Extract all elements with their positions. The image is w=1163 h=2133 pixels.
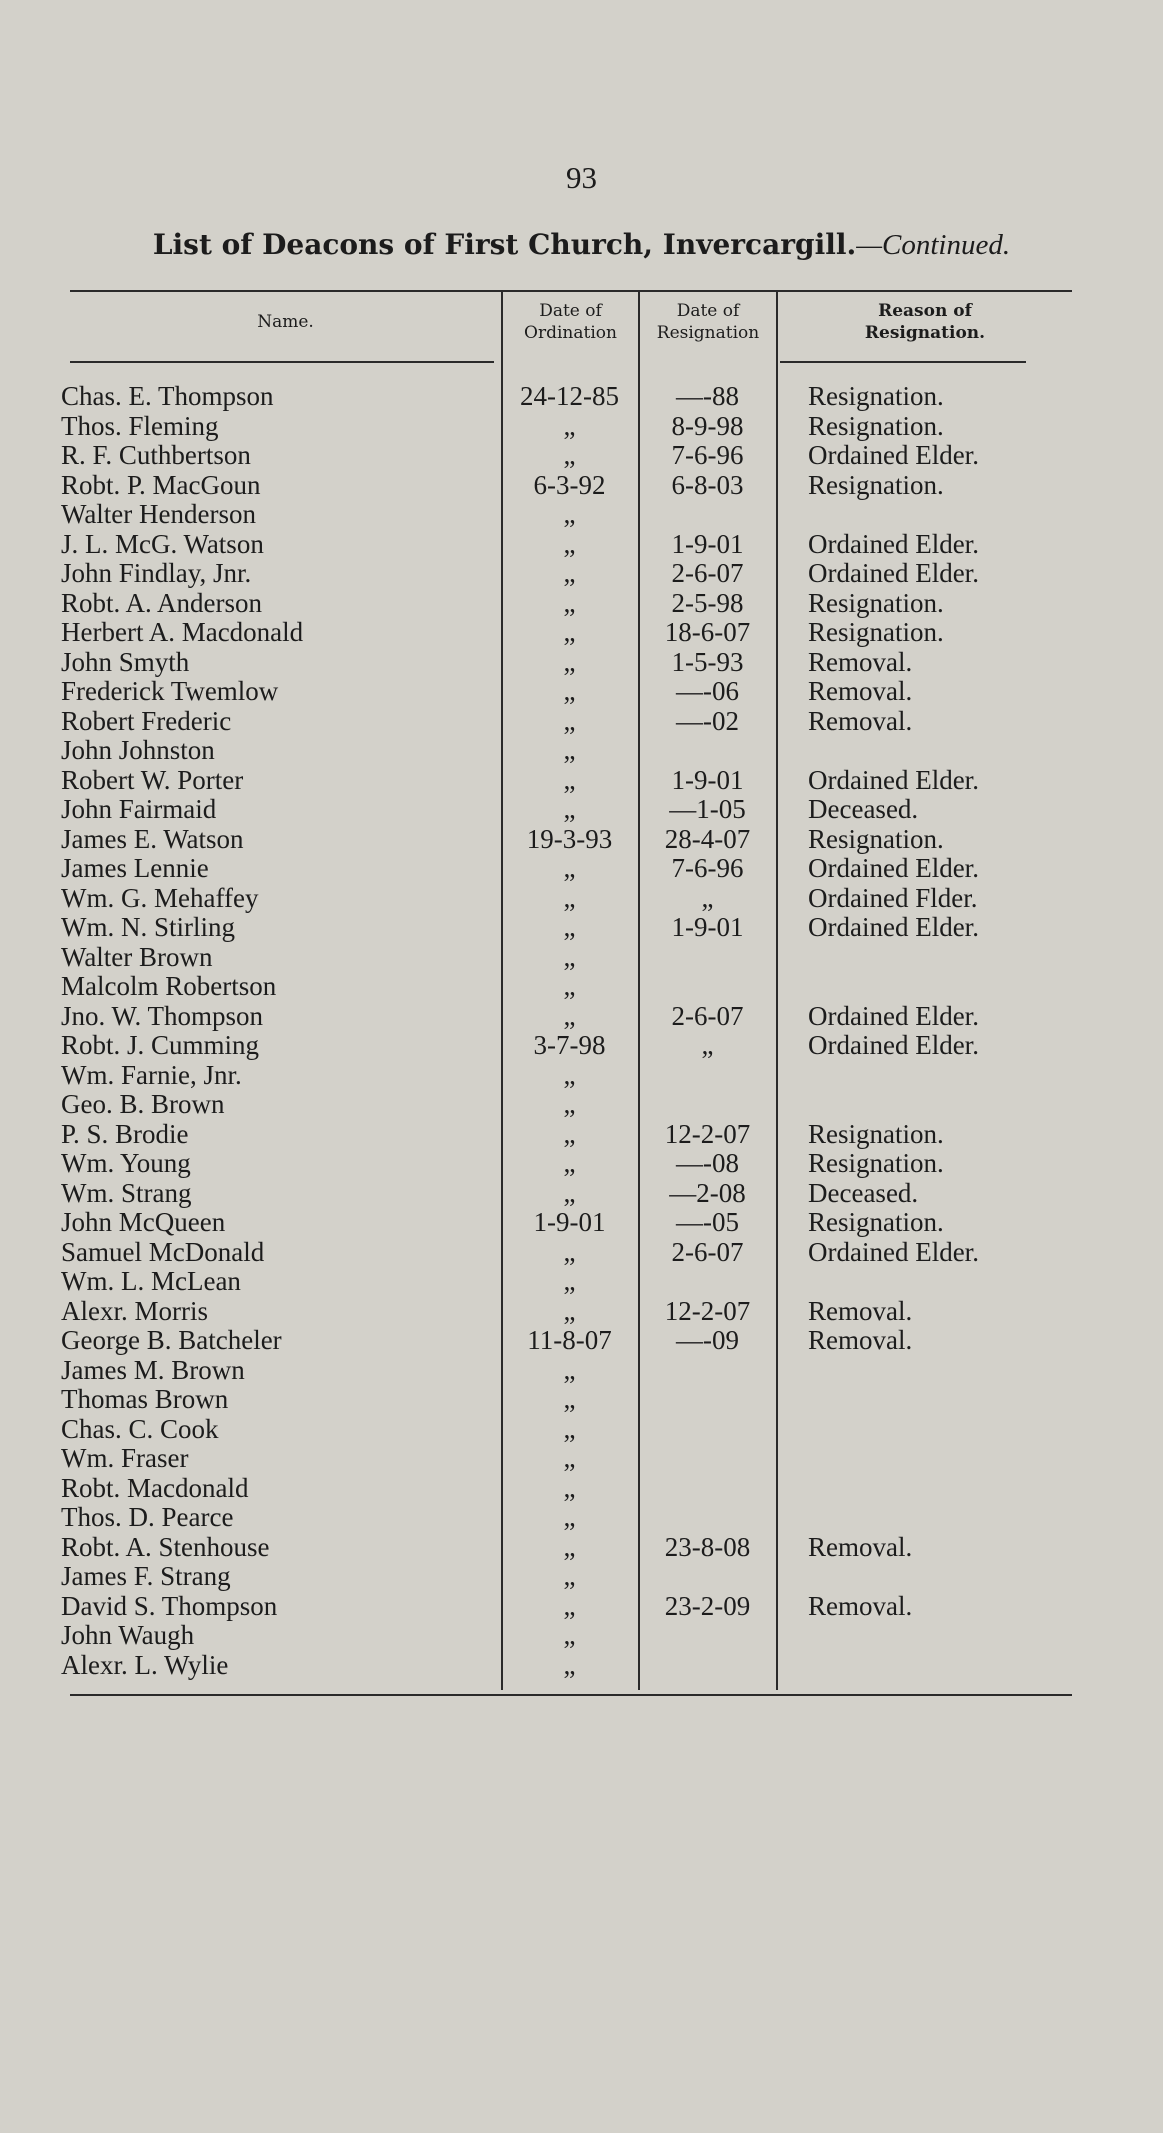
resignation-reason: Resignation. [808, 587, 944, 618]
resignation-reason: Resignation. [808, 1148, 944, 1178]
resignation-date: —-88 [676, 381, 739, 411]
resignation-date: 2-6-07 [671, 1000, 744, 1031]
deacon-name: James Lennie [61, 853, 209, 883]
ordination-date: „ [563, 528, 576, 559]
table-body [0, 382, 1163, 1680]
deacon-name: Wm. L. McLean [61, 1266, 241, 1296]
table-row [0, 736, 1163, 766]
ordination-date: 24-12-85 [520, 381, 619, 411]
deacon-name: John McQueen [61, 1207, 226, 1237]
resignation-date: 8-9-98 [671, 410, 744, 441]
resignation-reason: Ordained Elder. [808, 1236, 979, 1267]
resignation-reason: Removal. [808, 1295, 913, 1326]
ordination-date: „ [563, 646, 576, 677]
resignation-reason: Ordained Flder. [808, 882, 978, 913]
resignation-date: „ [701, 1030, 714, 1060]
table-row [0, 707, 1163, 737]
ordination-date: „ [563, 1472, 576, 1503]
header-rule-reason [780, 361, 1026, 363]
resignation-reason: Resignation. [808, 617, 944, 647]
ordination-date: 1-9-01 [533, 1207, 606, 1237]
ordination-date: „ [563, 558, 576, 588]
ordination-date: 3-7-98 [533, 1030, 606, 1060]
ordination-date: „ [563, 587, 576, 618]
deacon-name: Walter Brown [61, 941, 213, 972]
resignation-reason: Removal. [808, 676, 913, 706]
ordination-date: „ [563, 1295, 576, 1326]
deacon-name: James M. Brown [61, 1354, 245, 1385]
ordination-date: „ [563, 1236, 576, 1267]
ordination-date: „ [563, 1649, 576, 1680]
table-row [0, 1562, 1163, 1592]
table-row [0, 1385, 1163, 1415]
ordination-date: „ [563, 1384, 576, 1414]
resignation-date: 6-8-03 [671, 469, 744, 500]
table-row [0, 500, 1163, 530]
table-row [0, 1090, 1163, 1120]
ordination-date: „ [563, 941, 576, 972]
table-row [0, 618, 1163, 648]
table-row [0, 943, 1163, 973]
table-row [0, 1267, 1163, 1297]
ordination-date: 11-8-07 [527, 1325, 612, 1355]
table-row [0, 1592, 1163, 1622]
table-top-rule [70, 290, 1072, 292]
resignation-reason: Removal. [808, 1590, 913, 1621]
table-row [0, 1061, 1163, 1091]
resignation-reason: Resignation. [808, 410, 944, 441]
ordination-date: „ [563, 735, 576, 765]
ordination-date: „ [563, 499, 576, 529]
ordination-date: „ [563, 440, 576, 470]
table-row [0, 648, 1163, 678]
table-row [0, 1031, 1163, 1061]
table-row [0, 1503, 1163, 1533]
ordination-date: „ [563, 1531, 576, 1562]
ordination-date: „ [563, 1000, 576, 1031]
table-row [0, 1533, 1163, 1563]
header-rule-name [70, 361, 494, 363]
ordination-date: „ [563, 853, 576, 883]
resignation-date: 1-9-01 [671, 912, 744, 942]
ordination-date: „ [563, 912, 576, 942]
column-header-ordination-line1: Date of [539, 301, 602, 321]
deacon-name: Herbert A. Macdonald [61, 617, 304, 647]
table-row [0, 972, 1163, 1002]
deacon-name: Wm. Farnie, Jnr. [61, 1059, 242, 1090]
table-row [0, 884, 1163, 914]
resignation-reason: Ordained Elder. [808, 528, 979, 559]
table-row [0, 1297, 1163, 1327]
table-row [0, 677, 1163, 707]
deacon-name: James F. Strang [61, 1561, 231, 1591]
ordination-date: „ [563, 1148, 576, 1178]
column-header-resignation-line1: Date of [676, 301, 740, 321]
deacon-name: Robt. J. Cumming [61, 1030, 260, 1060]
resignation-date: 2-6-07 [671, 1236, 744, 1267]
resignation-date: 1-5-93 [671, 646, 744, 677]
resignation-reason: Resignation. [808, 469, 944, 500]
resignation-reason: Resignation. [808, 823, 944, 854]
page-number: 93 [566, 160, 597, 195]
resignation-date: —-05 [676, 1207, 739, 1237]
resignation-reason: Removal. [808, 705, 913, 736]
deacon-name: Frederick Twemlow [61, 676, 279, 706]
ordination-date: „ [563, 617, 576, 647]
ordination-date: „ [563, 1118, 576, 1149]
resignation-date: 1-9-01 [671, 764, 744, 795]
deacon-name: John Johnston [61, 735, 215, 765]
deacon-name: Samuel McDonald [61, 1236, 265, 1267]
resignation-date: —-06 [676, 676, 739, 706]
table-row [0, 1326, 1163, 1356]
resignation-reason: Ordained Elder. [808, 440, 979, 470]
ordination-date: „ [563, 1620, 576, 1650]
resignation-date: 12-2-07 [664, 1295, 751, 1326]
table-row [0, 913, 1163, 943]
resignation-date: 2-6-07 [671, 558, 744, 588]
resignation-reason: Deceased. [808, 794, 919, 824]
resignation-date: 18-6-07 [664, 617, 751, 647]
resignation-reason: Ordained Elder. [808, 853, 979, 883]
ordination-date: „ [563, 1561, 576, 1591]
deacon-name: Robt. P. MacGoun [61, 469, 261, 500]
resignation-reason: Ordained Elder. [808, 1030, 979, 1060]
table-row [0, 825, 1163, 855]
ordination-date: 6-3-92 [533, 469, 606, 500]
table-row [0, 471, 1163, 501]
title-text: List of Deacons of First Church, Invercargill. [152, 228, 857, 261]
deacon-name: Jno. W. Thompson [61, 1000, 264, 1031]
deacon-name: George B. Batcheler [61, 1325, 282, 1355]
deacon-name: Alexr. Morris [61, 1295, 208, 1326]
table-row [0, 1444, 1163, 1474]
ordination-date: „ [563, 794, 576, 824]
column-header-reason-line2: Resignation. [864, 323, 986, 343]
deacon-name: Wm. Strang [61, 1177, 192, 1208]
deacon-name: John Smyth [61, 646, 190, 677]
deacon-name: John Fairmaid [61, 794, 217, 824]
deacon-name: Robert W. Porter [61, 764, 244, 795]
column-header-resignation [640, 300, 776, 344]
ordination-date: „ [563, 1177, 576, 1208]
table-row [0, 854, 1163, 884]
deacon-name: Chas. C. Cook [61, 1413, 219, 1444]
table-row [0, 441, 1163, 471]
deacon-name: J. L. McG. Watson [61, 528, 264, 559]
deacon-name: R. F. Cuthbertson [61, 440, 251, 470]
deacon-name: Robt. A. Stenhouse [61, 1531, 270, 1562]
deacon-name: Robt. A. Anderson [61, 587, 263, 618]
table-row [0, 1356, 1163, 1386]
ordination-date: 19-3-93 [526, 823, 613, 854]
deacon-name: David S. Thompson [61, 1590, 278, 1621]
deacon-name: Thos. Fleming [61, 410, 219, 441]
column-header-resignation-line2: Resignation [656, 323, 760, 343]
column-header-name-text: Name. [257, 312, 314, 332]
table-row [0, 1621, 1163, 1651]
deacon-name: Chas. E. Thompson [61, 381, 274, 411]
ordination-date: „ [563, 676, 576, 706]
resignation-date: 23-2-09 [664, 1590, 751, 1621]
resignation-date: —-09 [676, 1325, 739, 1355]
column-header-reason-line1: Reason of [878, 301, 972, 321]
resignation-reason: Resignation. [808, 381, 944, 411]
ordination-date: „ [563, 1089, 576, 1119]
resignation-date: „ [701, 882, 714, 913]
deacon-name: John Findlay, Jnr. [61, 558, 252, 588]
resignation-date: 7-6-96 [671, 853, 744, 883]
table-row [0, 1415, 1163, 1445]
deacon-name: Malcolm Robertson [61, 971, 277, 1001]
ordination-date: „ [563, 882, 576, 913]
table-row [0, 1238, 1163, 1268]
table-row [0, 1002, 1163, 1032]
resignation-date: 2-5-98 [671, 587, 744, 618]
resignation-reason: Ordained Elder. [808, 912, 979, 942]
deacon-name: Geo. B. Brown [61, 1089, 225, 1119]
deacon-name: Thomas Brown [61, 1384, 229, 1414]
ordination-date: „ [563, 1266, 576, 1296]
resignation-reason: Resignation. [808, 1118, 944, 1149]
resignation-date: 28-4-07 [664, 823, 751, 854]
deacon-name: Robert Frederic [61, 705, 232, 736]
deacon-name: Wm. Fraser [61, 1443, 189, 1473]
deacon-name: John Waugh [61, 1620, 195, 1650]
resignation-reason: Removal. [808, 1325, 913, 1355]
table-row [0, 1120, 1163, 1150]
table-row [0, 412, 1163, 442]
table-row [0, 766, 1163, 796]
deacon-name: Alexr. L. Wylie [61, 1649, 229, 1680]
column-header-ordination [503, 300, 638, 344]
deacon-name: P. S. Brodie [61, 1118, 189, 1149]
table-row [0, 1179, 1163, 1209]
resignation-date: —-02 [676, 705, 739, 736]
table-row [0, 1149, 1163, 1179]
deacon-name: Thos. D. Pearce [61, 1502, 234, 1532]
ordination-date: „ [563, 1059, 576, 1090]
resignation-date: 7-6-96 [671, 440, 744, 470]
table-row [0, 1474, 1163, 1504]
table-bottom-rule [70, 1694, 1072, 1696]
resignation-reason: Deceased. [808, 1177, 919, 1208]
column-header-reason [778, 300, 1072, 344]
ordination-date: „ [563, 1413, 576, 1444]
resignation-reason: Ordained Elder. [808, 558, 979, 588]
resignation-reason: Ordained Elder. [808, 764, 979, 795]
resignation-date: —-08 [676, 1148, 739, 1178]
ordination-date: „ [563, 764, 576, 795]
table-row [0, 1208, 1163, 1238]
deacon-name: Walter Henderson [61, 499, 256, 529]
table-row [0, 382, 1163, 412]
column-header-ordination-line2: Ordination [524, 323, 617, 343]
ordination-date: „ [563, 705, 576, 736]
resignation-reason: Removal. [808, 646, 913, 677]
column-header-name [70, 311, 501, 333]
ordination-date: „ [563, 1443, 576, 1473]
resignation-date: 1-9-01 [671, 528, 744, 559]
deacon-name: Wm. G. Mehaffey [61, 882, 259, 913]
deacon-name: Wm. Young [61, 1148, 191, 1178]
ordination-date: „ [563, 971, 576, 1001]
resignation-reason: Resignation. [808, 1207, 944, 1237]
page-title [0, 228, 1163, 262]
table-row [0, 1651, 1163, 1681]
resignation-date: —2-08 [669, 1177, 746, 1208]
resignation-date: 12-2-07 [664, 1118, 751, 1149]
ordination-date: „ [563, 410, 576, 441]
resignation-date: —1-05 [669, 794, 746, 824]
deacon-name: James E. Watson [61, 823, 244, 854]
resignation-reason: Removal. [808, 1531, 913, 1562]
ordination-date: „ [563, 1502, 576, 1532]
resignation-reason: Ordained Elder. [808, 1000, 979, 1031]
table-row [0, 795, 1163, 825]
ordination-date: „ [563, 1590, 576, 1621]
table-row [0, 589, 1163, 619]
table-row [0, 559, 1163, 589]
ordination-date: „ [563, 1354, 576, 1385]
title-continued: —Continued. [856, 229, 1011, 261]
resignation-date: 23-8-08 [664, 1531, 751, 1562]
deacon-name: Wm. N. Stirling [61, 912, 235, 942]
table-row [0, 530, 1163, 560]
deacon-name: Robt. Macdonald [61, 1472, 249, 1503]
